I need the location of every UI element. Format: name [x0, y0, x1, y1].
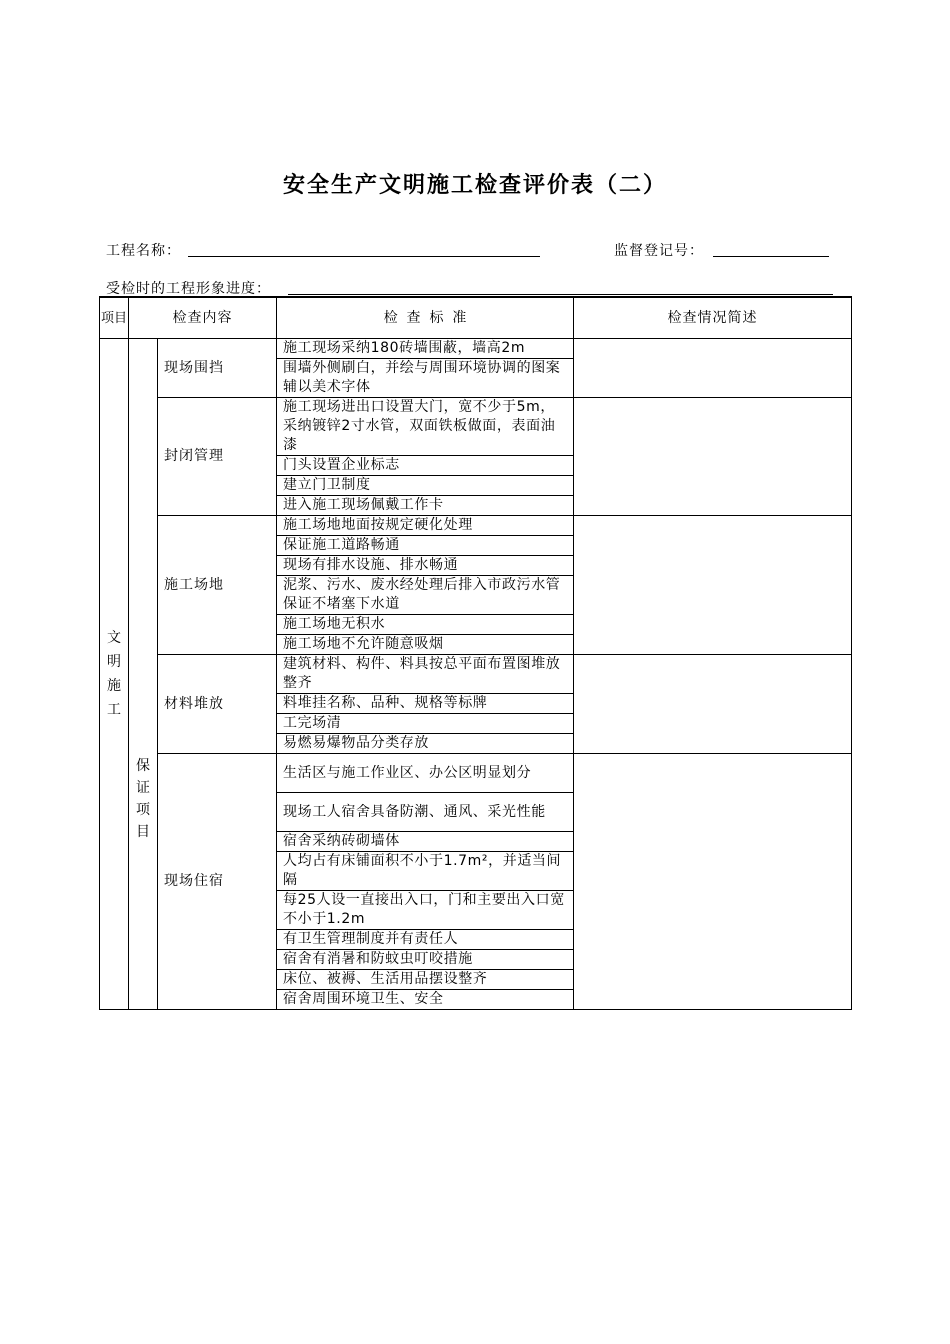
- description-fence[interactable]: [574, 339, 852, 398]
- standard-item: 人均占有床铺面积不小于1.7m²，并适当间隔: [277, 852, 574, 891]
- standard-item: 现场工人宿舍具备防潮、通风、采光性能: [277, 793, 574, 832]
- standard-item: 宿舍采纳砖砌墙体: [277, 832, 574, 852]
- standard-item: 有卫生管理制度并有责任人: [277, 930, 574, 950]
- table-row: [100, 339, 852, 359]
- project-name-label: 工程名称：: [106, 243, 181, 259]
- standard-item: 保证施工道路畅通: [277, 536, 574, 556]
- description-closed-management[interactable]: [574, 398, 852, 516]
- subsection-label: 保 证 项 目: [129, 339, 158, 1010]
- inspection-table: [99, 296, 852, 1010]
- standard-item: 施工现场采纳180砖墙围蔽，墙高2m: [277, 339, 574, 359]
- standard-item: 围墙外侧刷白，并绘与周围环境协调的图案辅以美术字体: [277, 359, 574, 398]
- standard-item: 工完场清: [277, 714, 574, 734]
- table-row: [100, 398, 852, 456]
- registration-label: 监督登记号：: [614, 243, 704, 259]
- standard-item: 施工场地无积水: [277, 615, 574, 635]
- standard-item: 施工场地不允许随意吸烟: [277, 635, 574, 655]
- table-header-row: [100, 297, 852, 339]
- header-standard: 检 查 标 准: [277, 297, 574, 339]
- standard-item: 生活区与施工作业区、办公区明显划分: [277, 754, 574, 793]
- header-content: 检查内容: [129, 297, 277, 339]
- header-description: 检查情况简述: [574, 297, 852, 339]
- project-name-field[interactable]: [188, 256, 540, 257]
- category-materials: 材料堆放: [158, 655, 277, 754]
- category-accommodation: 现场住宿: [158, 754, 277, 1010]
- standard-item: 易燃易爆物品分类存放: [277, 734, 574, 754]
- table-row: [100, 754, 852, 793]
- standard-item: 进入施工现场佩戴工作卡: [277, 496, 574, 516]
- description-site[interactable]: [574, 516, 852, 655]
- category-closed-management: 封闭管理: [158, 398, 277, 516]
- standard-item: 门头设置企业标志: [277, 456, 574, 476]
- standard-item: 现场有排水设施、排水畅通: [277, 556, 574, 576]
- progress-field[interactable]: [288, 294, 833, 295]
- table-row: [100, 516, 852, 536]
- standard-item: 泥浆、污水、废水经处理后排入市政污水管保证不堵塞下水道: [277, 576, 574, 615]
- standard-item: 宿舍周围环境卫生、安全: [277, 990, 574, 1010]
- standard-item: 施工现场进出口设置大门，宽不少于5m，采纳镀锌2寸水管，双面铁板做面，表面油漆: [277, 398, 574, 456]
- description-materials[interactable]: [574, 655, 852, 754]
- standard-item: 每25人设一直接出入口，门和主要出入口宽不小于1.2m: [277, 891, 574, 930]
- registration-field[interactable]: [713, 256, 829, 257]
- category-fence: 现场围挡: [158, 339, 277, 398]
- standard-item: 施工场地地面按规定硬化处理: [277, 516, 574, 536]
- section-label: 文 明 施 工: [100, 339, 129, 1010]
- progress-label: 受检时的工程形象进度：: [106, 281, 271, 297]
- standard-item: 建筑材料、构件、料具按总平面布置图堆放整齐: [277, 655, 574, 694]
- standard-item: 宿舍有消暑和防蚊虫叮咬措施: [277, 950, 574, 970]
- standard-item: 建立门卫制度: [277, 476, 574, 496]
- page-title: 安全生产文明施工检查评价表（二）: [282, 173, 667, 198]
- header-project: 项目: [100, 297, 129, 339]
- standard-item: 料堆挂名称、品种、规格等标牌: [277, 694, 574, 714]
- description-accommodation[interactable]: [574, 754, 852, 1010]
- standard-item: 床位、被褥、生活用品摆设整齐: [277, 970, 574, 990]
- category-site: 施工场地: [158, 516, 277, 655]
- table-row: [100, 655, 852, 694]
